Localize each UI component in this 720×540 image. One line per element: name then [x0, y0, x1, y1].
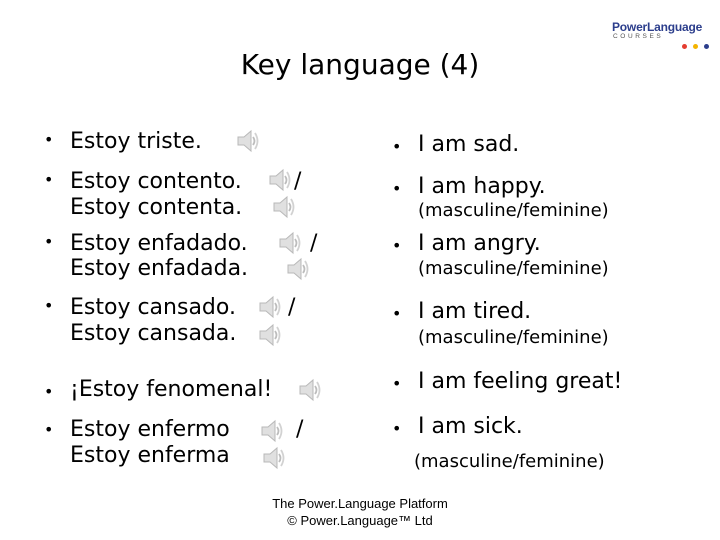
bullet: •: [44, 170, 54, 189]
spanish-phrase-contenta: Estoy contenta.: [70, 195, 243, 220]
gender-note: (masculine/feminine): [414, 451, 605, 472]
speaker-icon[interactable]: [286, 254, 310, 284]
spanish-phrase-enfadado: Estoy enfadado.: [70, 231, 248, 256]
gender-note: (masculine/feminine): [418, 327, 609, 348]
english-translation-tired: I am tired.: [418, 299, 532, 324]
bullet: •: [392, 236, 402, 255]
spanish-phrase-triste: Estoy triste.: [70, 129, 202, 154]
speaker-icon[interactable]: [272, 192, 296, 222]
logo-brand-text: PowerLanguage: [612, 20, 703, 34]
bullet: •: [44, 382, 54, 401]
bullet: •: [44, 296, 54, 315]
spanish-phrase-enferma: Estoy enferma: [70, 443, 230, 468]
english-translation-sick: I am sick.: [418, 414, 523, 439]
speaker-icon[interactable]: [298, 375, 322, 405]
speaker-icon[interactable]: [262, 443, 286, 473]
footer-copyright: © Power.Language™ Ltd: [287, 513, 433, 528]
logo-sub-text: COURSES: [613, 33, 664, 40]
gender-separator: /: [294, 169, 302, 194]
speaker-icon[interactable]: [258, 292, 282, 322]
bullet: •: [44, 420, 54, 439]
bullet: •: [44, 130, 54, 149]
spanish-phrase-cansada: Estoy cansada.: [70, 321, 237, 346]
gender-separator: /: [288, 295, 296, 320]
spanish-phrase-contento: Estoy contento.: [70, 169, 242, 194]
english-translation-angry: I am angry.: [418, 231, 541, 256]
bullet: •: [392, 179, 402, 198]
speaker-icon[interactable]: [260, 416, 284, 446]
speaker-icon[interactable]: [236, 126, 260, 156]
footer-platform: The Power.Language Platform: [272, 496, 448, 511]
gender-separator: /: [296, 417, 304, 442]
bullet: •: [392, 137, 402, 156]
gender-note: (masculine/feminine): [418, 258, 609, 279]
english-translation-great: I am feeling great!: [418, 369, 623, 394]
bullet: •: [44, 232, 54, 251]
english-translation-happy: I am happy.: [418, 174, 546, 199]
gender-note: (masculine/feminine): [418, 200, 609, 221]
spanish-phrase-enfadada: Estoy enfadada.: [70, 256, 249, 281]
bullet: •: [392, 374, 402, 393]
spanish-phrase-enfermo: Estoy enfermo: [70, 417, 230, 442]
bullet: •: [392, 419, 402, 438]
slide-title: Key language (4): [240, 48, 480, 81]
bullet: •: [392, 304, 402, 323]
brand-logo: [612, 20, 704, 44]
speaker-icon[interactable]: [258, 320, 282, 350]
spanish-phrase-fenomenal: ¡Estoy fenomenal!: [70, 377, 273, 402]
english-translation-sad: I am sad.: [418, 132, 520, 157]
gender-separator: /: [310, 231, 318, 256]
spanish-phrase-cansado: Estoy cansado.: [70, 295, 236, 320]
speaker-icon[interactable]: [268, 165, 292, 195]
